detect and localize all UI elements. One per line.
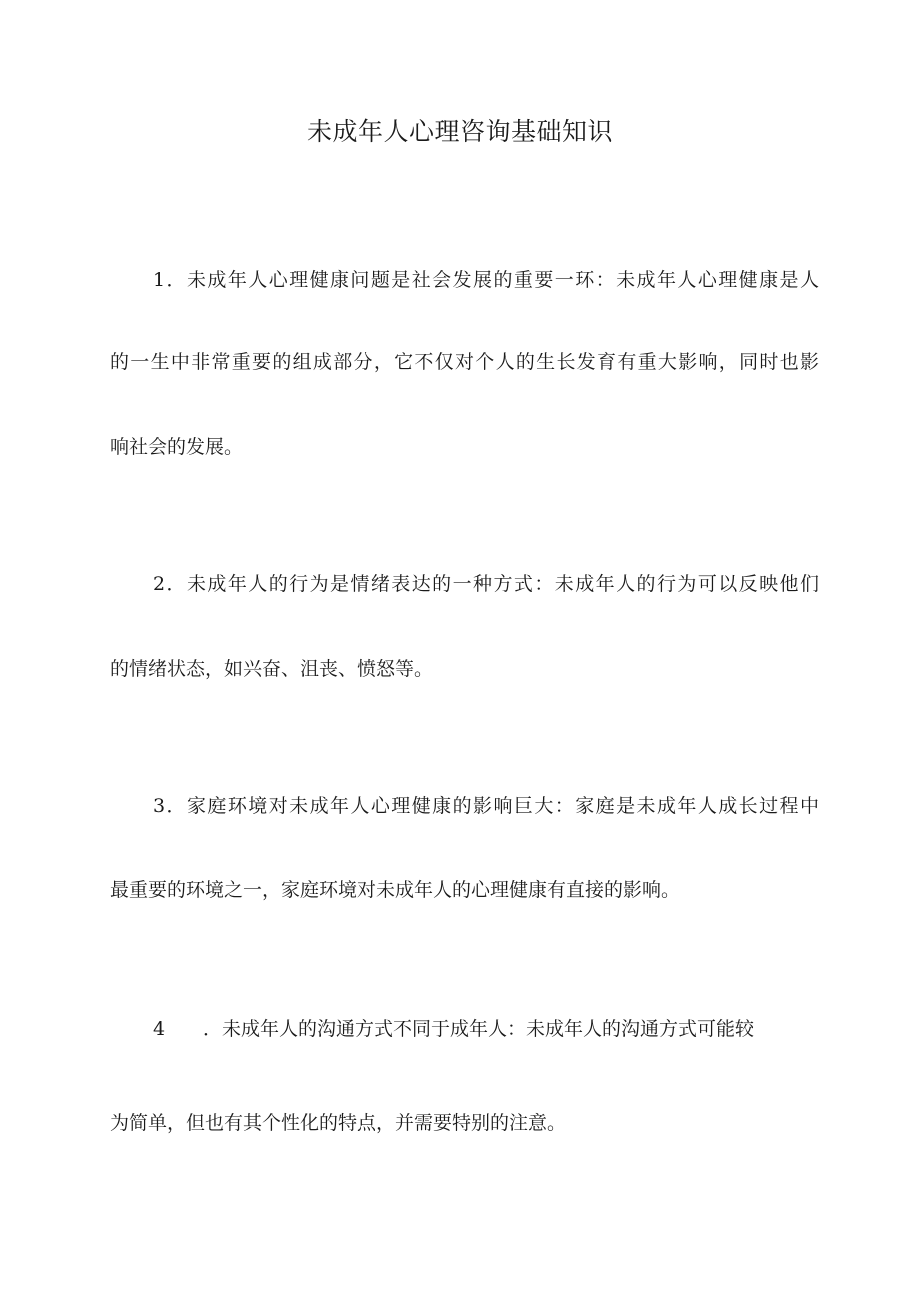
item-3-line-2: 最重要的环境之一，家庭环境对未成年人的心理健康有直接的影响。 — [110, 879, 681, 901]
item-4-lead-line — [153, 1014, 754, 1044]
item-4-line-2: 为简单，但也有其个性化的特点，并需要特别的注意。 — [110, 1112, 567, 1134]
document-title: 未成年人心理咨询基础知识 — [306, 117, 613, 146]
item-1-number: 1 — [153, 269, 166, 291]
item-4-lead-text: ．未成年人的沟通方式不同于成年人：未成年人的沟通方式可能较 — [203, 1018, 755, 1040]
item-2-line-2: 的情绪状态，如兴奋、沮丧、愤怒等。 — [110, 658, 434, 680]
item-1-lead-line — [153, 265, 819, 295]
item-3-lead-text: ．家庭环境对未成年人心理健康的影响巨大：家庭是未成年人成长过程中 — [165, 795, 819, 817]
item-1-line-3: 响社会的发展。 — [110, 436, 244, 458]
item-2-lead-text: ．未成年人的行为是情绪表达的一种方式：未成年人的行为可以反映他们 — [165, 573, 819, 595]
item-1-line-2: 的一生中非常重要的组成部分，它不仅对个人的生长发育有重大影响，同时也影 — [110, 351, 819, 373]
item-2-number: 2 — [153, 573, 166, 595]
item-1-lead-text: ．未成年人心理健康问题是社会发展的重要一环：未成年人心理健康是人 — [165, 269, 819, 291]
item-3-number: 3 — [153, 795, 166, 817]
item-3-lead-line — [153, 791, 819, 821]
item-4-number: 4 — [153, 1018, 166, 1040]
item-2-lead-line — [153, 569, 819, 599]
